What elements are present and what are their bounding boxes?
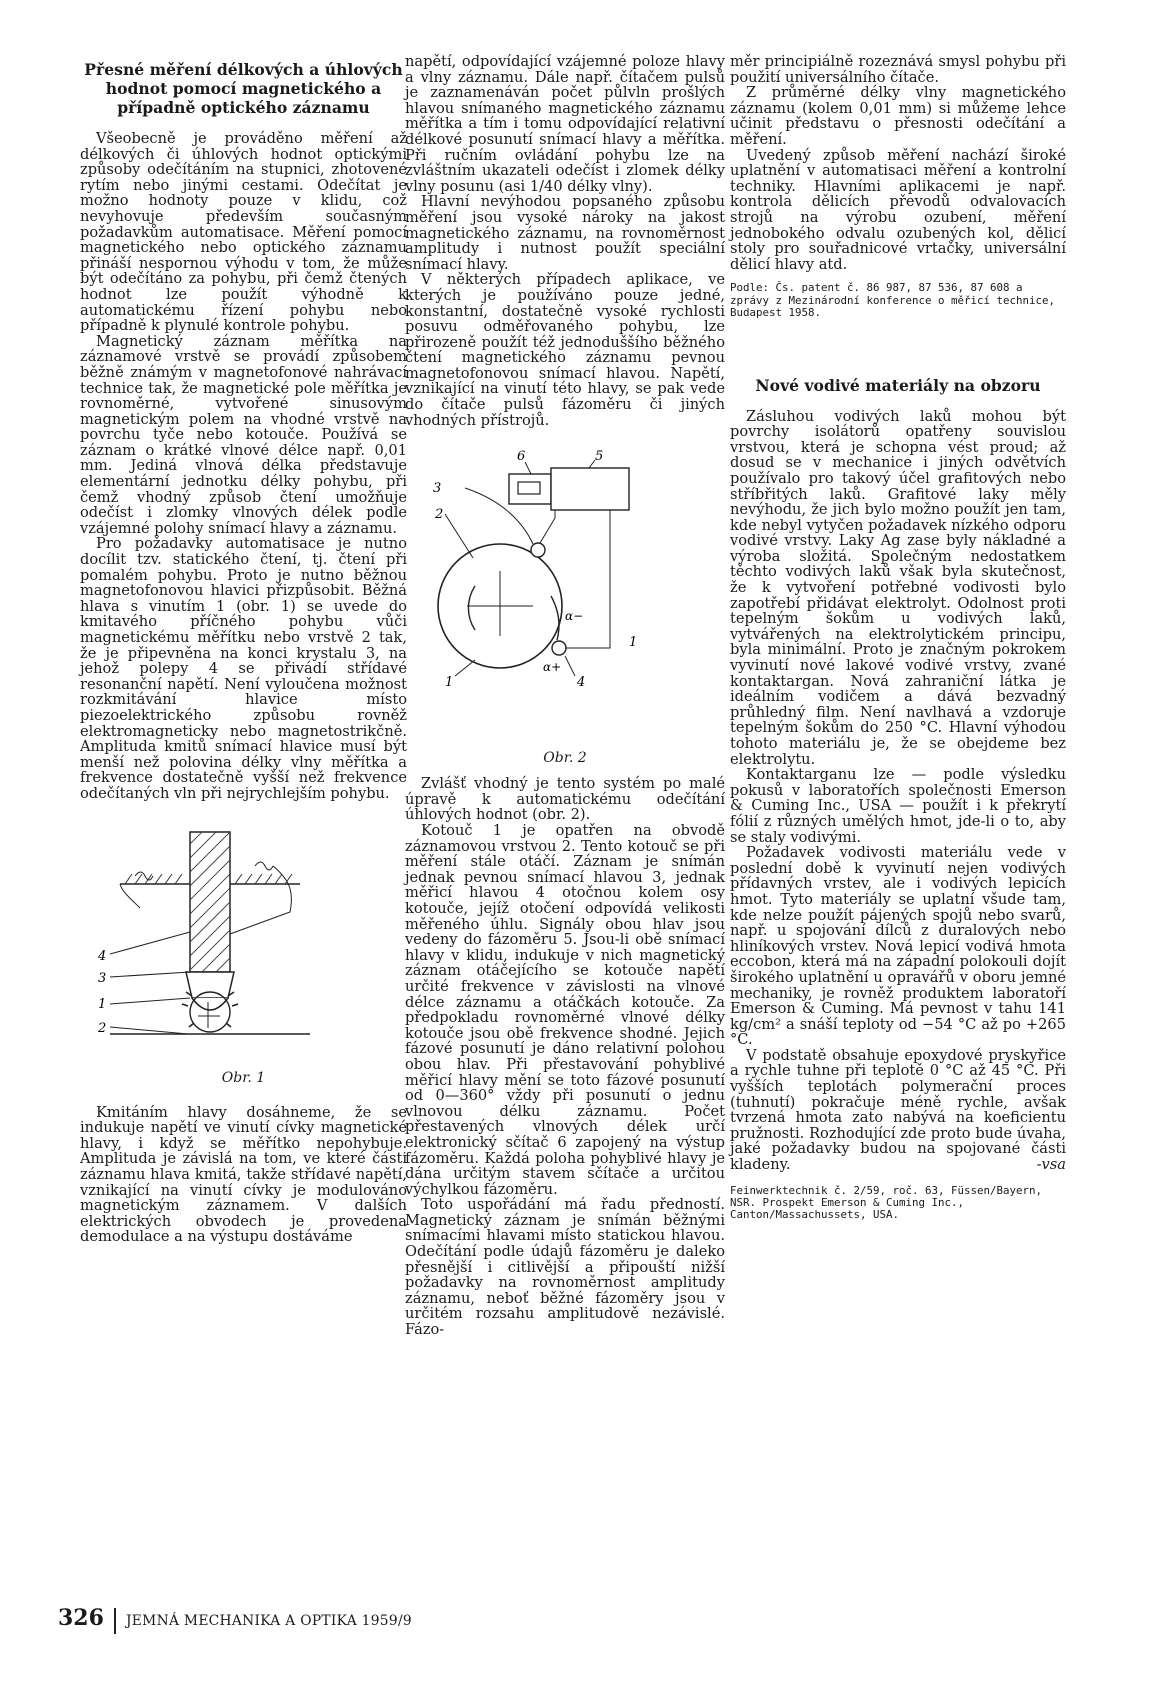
column-2 <box>405 54 725 1338</box>
paragraph: Pro požadavky automatisace je nutno docílit tzv. statického čtení, tj. čtení při pomalém pohybu. Proto je nutno běžnou magnetofonovou hlavici přizpůsobit. Běžná hlava s vinutím 1 (obr. 1) se uvede do kmitavého příčného pohybu vůči magnetickému měřítku nebo vrstvě 2 tak, že je připevněna na konci krystalu 3, na jehož polepy 4 se přivádí střídavé resonanční napětí. Není vyloučena možnost rozkmitávání hlavice místo piezoelektrického způsobu rovněž elektromagneticky nebo magnetostrikčně. Amplituda kmitů snímací hlavice musí být menší než polovina délky vlny měřítka a frekvence dostatečně vyšší než frekvence odečítaných vln při nejrychlejším pohybu. <box>80 535 407 802</box>
paragraph: Požadavek vodivosti materiálu vede v poslední době k vyvinutí nejen vodivých přídavných vrstev, ale i vodivých lepicích hmot. Tyto materiály se uplatní všude tam, kde nelze použít pájených spojů nebo svarů, např. u spojování dílců z duralových nebo hliníkových vrstev. Nová lepicí vodivá hmota eccobon, která má na západní polokouli dojít širokého uplatnění u opravářů v oboru jemné mechaniky, je rovněž produktem laboratoří Emerson & Cuming. Má pevnost v tahu 141 kg/cm² a snáší teploty od −54 °C až po +265 °C. <box>730 844 1066 1049</box>
figure-2-label: 6 <box>517 449 526 465</box>
figure-2-label: 1 <box>445 675 454 691</box>
figure-2-label: 2 <box>435 507 444 523</box>
paragraph: Toto uspořádání má řadu předností. Magnetický záznam je snímán běžnými snímacími hlavami místo statickou hlavou. Odečítání podle údajů fázoměru je daleko přesnější i citlivější a připouští nižší požadavky na rovnoměrnost amplitudy záznamu, neboť běžné fázoměry jsou v určitém rozsahu amplitudově nezávislé. Fázo- <box>405 1196 725 1339</box>
journal-name: JEMNÁ MECHANIKA A OPTIKA 1959/9 <box>125 1613 412 1629</box>
figure-1-label: 2 <box>98 1020 107 1036</box>
paragraph: Magnetický záznam měřítka na záznamové vrstvě se provádí způsobem běžně známým v magnetofonové nahrávací technice tak, že magnetické pole měřítka je rovnoměrné, vytvořené sinusovým magnetickým polem na vhodné vrstvě na povrchu tyče nebo kotouče. Používá se záznam o krátké vlnové délce např. 0,01 mm. Jediná vlnová délka představuje elementární jednotku délky pohybu, při čemž vhodný způsob čtení umožňuje odečíst i zlomky vlnových délek podle vzájemné polohy snímací hlavy a záznamu. <box>80 332 407 537</box>
paragraph: měr principiálně rozeznává smysl pohybu při použití universálního čítače. <box>730 53 1066 86</box>
article2-source: Feinwerktechnik č. 2/59, roč. 63, Füssen/Bayern, NSR. Prospekt Emerson & Cuming Inc., Canton/Massachussets, USA. <box>730 1183 1043 1222</box>
figure-2 <box>405 446 725 776</box>
figure-2-label: α− <box>565 609 584 624</box>
figure-2-label: 5 <box>595 449 604 465</box>
footer-divider <box>114 1608 116 1634</box>
paragraph: Hlavní nevýhodou popsaného způsobu měření jsou vysoké nároky na jakost magnetického záznamu, na rovnoměrnost amplitudy i nutnost použít speciální snímací hlavy. <box>405 193 725 273</box>
article2-title: Nové vodivé materiály na obzoru <box>755 375 1041 395</box>
figure-1 <box>80 822 407 1087</box>
figure-2-label: 3 <box>433 481 442 497</box>
paragraph: Z průměrné délky vlny magnetického záznamu (kolem 0,01 mm) si můžeme lehce učinit představu o přesnosti odečítání a měření. <box>730 84 1066 148</box>
column-1 <box>80 54 407 1245</box>
paragraph: Kmitáním hlavy dosáhneme, že se indukuje napětí ve vinutí cívky magnetické hlavy, i když se měřítko nepohybuje. Amplituda je závislá na tom, ve které části záznamu hlava kmitá, takže střídavé napětí, vznikající na vinutí cívky je modulováno magnetickým záznamem. V dalších elektrických obvodech je provedena demodulace a na výstupu dostáváme <box>80 1103 407 1246</box>
paragraph-text: V podstatě obsahuje epoxydové pryskyřice a rychle tuhne při teplotě 0 °C až 45 °C. Při vyšších teplotách polymerační proces (tuhnutí) pokračuje méně rychle, avšak tvrzená hmota zato nabývá na koeficientu pružnosti. Rozhodující zde proto bude úvaha, jaké požadavky budou na spojované části kladeny. <box>730 1046 1066 1174</box>
figure-1-label: 3 <box>98 970 107 986</box>
paragraph: Všeobecně je prováděno měření až délkových či úhlových hodnot optickými způsoby odečítáním na stupnici, zhotovené rytím nebo jinými cestami. Odečítat je možno hodnoty pouze v klidu, což nevyhovuje především současným požadavkům automatisace. Měření pomocí magnetického nebo optického záznamu přináší nespornou výhodu v tom, že může být odečítáno za pohybu, při čemž čtených hodnot lze použít výhodně k automatickému řízení pohybu nebo případně k plynulé kontrole pohybu. <box>80 130 407 335</box>
figure-2-label: 1 <box>629 635 638 651</box>
paragraph: Kotouč 1 je opatřen na obvodě záznamovou vrstvou 2. Tento kotouč se při měření stále otáčí. Záznam je snímán jednak pevnou snímací hlavou 3, jednak měřicí hlavou 4 otočnou kolem osy kotouče, jejíž otočení odpovídá velikosti měřeného úhlu. Signály obou hlav jsou vedeny do fázoměru 5. Jsou-li obě snímací hlavy v klidu, indukuje v nich magnetický záznam otáčejícího se kotouče napětí určité frekvence v závislosti na vlnové délce záznamu a otáčkách kotouče. Za předpokladu rovnoměrné vlnové délky kotouče jsou obě frekvence shodné. Jejich fázové posunutí je dáno relativní polohou obou hlav. Při přestavování pohyblivé měřicí hlavy mění se toto fázové posunutí od 0—360° vždy při posunutí o jednu vlnovou délku záznamu. Počet přestavených vlnových délek určí elektronický sčítač 6 zapojený na výstup fázoměru. Každá poloha pohyblivé hlavy je dána určitým stavem sčítače a určitou výchylkou fázoměru. <box>405 822 725 1198</box>
page-footer <box>58 1605 412 1634</box>
article1-title: Přesné měření délkových a úhlových hodnot pomocí magnetického a případně optického záznamu <box>84 60 403 117</box>
article1-source: Podle: Čs. patent č. 86 987, 87 536, 87 608 a zprávy z Mezinárodní konference o měřicí technice, Budapest 1958. <box>730 281 1056 320</box>
figure-1-label: 4 <box>98 948 107 964</box>
author-signoff: -vsa <box>1036 1156 1066 1174</box>
paragraph: V některých případech aplikace, ve kterých je používáno pouze jedné, konstantní, dostatečně vysoké rychlosti posuvu odměřovaného pohybu, lze přirozeně použít též jednoduššího běžného čtení magnetického záznamu pevnou magnetofonovou snímací hlavou. Napětí, vznikající na vinutí této hlavy, se pak vede do čítače pulsů fázoměru či jiných vhodných přístrojů. <box>405 271 725 429</box>
figure-2-label: α+ <box>543 660 562 675</box>
paragraph <box>730 1048 1066 1173</box>
paragraph: Zvlášť vhodný je tento systém po malé úpravě k automatickému odečítání úhlových hodnot (obr. 2). <box>405 775 725 824</box>
paragraph: Zásluhou vodivých laků mohou být povrchy isolátorů opatřeny souvislou vrstvou, která je schopna vést proud; až dosud se v mechanice i jiných odvětvích používalo pro takový účel grafitových nebo stříbřitých laků. Grafitové laky měly nevýhodu, že jich bylo možno použít jen tam, kde nebyl vytyčen požadavek nízkého odporu vodivé vrstvy. Laky Ag zase byly nákladné a výroba složitá. Společným nedostatkem těchto vodivých laků však byla skutečnost, že k vytvoření potřebné vodivosti bylo zapotřebí přidávat elektrolyt. Odolnost proti tepelným šokům u vodivých laků, vytvářených na elektrolytickém principu, byla minimální. Proto je značným pokrokem vyvinutí nové lakové vodivé vrstvy, zvané kontaktargan. Nová zahraniční látka je ideálním vodičem a dává bezvadný průhledný film. Není navlhavá a vzdoruje tepelným šokům do 250 °C. Hlavní výhodou tohoto materiálu je, že se obejdeme bez elektrolytu. <box>730 407 1066 768</box>
figure-1-label: 1 <box>98 996 107 1012</box>
column-3 <box>730 54 1066 1222</box>
figure-1-caption: Obr. 1 <box>221 1070 266 1087</box>
paragraph: napětí, odpovídající vzájemné poloze hlavy a vlny záznamu. Dále např. čítačem pulsů je zaznamenáván počet půlvln prošlých hlavou snímaného magnetického záznamu měřítka a tím i tomu odpovídající relativní délkové posunutí snímací hlavy a měřítka. Při ručním ovládání pohybu lze na zvláštním ukazateli odečíst i zlomek délky vlny posunu (asi 1/40 délky vlny). <box>405 53 725 195</box>
figure-1-drawing <box>80 822 407 1062</box>
paragraph: Kontaktarganu lze — podle výsledku pokusů v laboratořích společnosti Emerson & Cuming Inc., USA — použít i k překrytí fólií z různých umělých hmot, jde-li o to, aby se staly vodivými. <box>730 766 1066 846</box>
paragraph: Uvedený způsob měření nachází široké uplatnění v automatisaci měření a kontrolní techniky. Hlavními aplikacemi je např. kontrola dělicích převodů odvalovacích strojů na výrobu ozubení, měření jednobokého odvalu ozubených kol, dělicí stoly pro souřadnicové vrtačky, universální dělicí hlavy atd. <box>730 146 1066 273</box>
figure-2-caption: Obr. 2 <box>543 749 587 766</box>
figure-2-label: 4 <box>577 675 586 691</box>
page-number: 326 <box>58 1605 104 1631</box>
figure-2-drawing <box>405 446 725 741</box>
